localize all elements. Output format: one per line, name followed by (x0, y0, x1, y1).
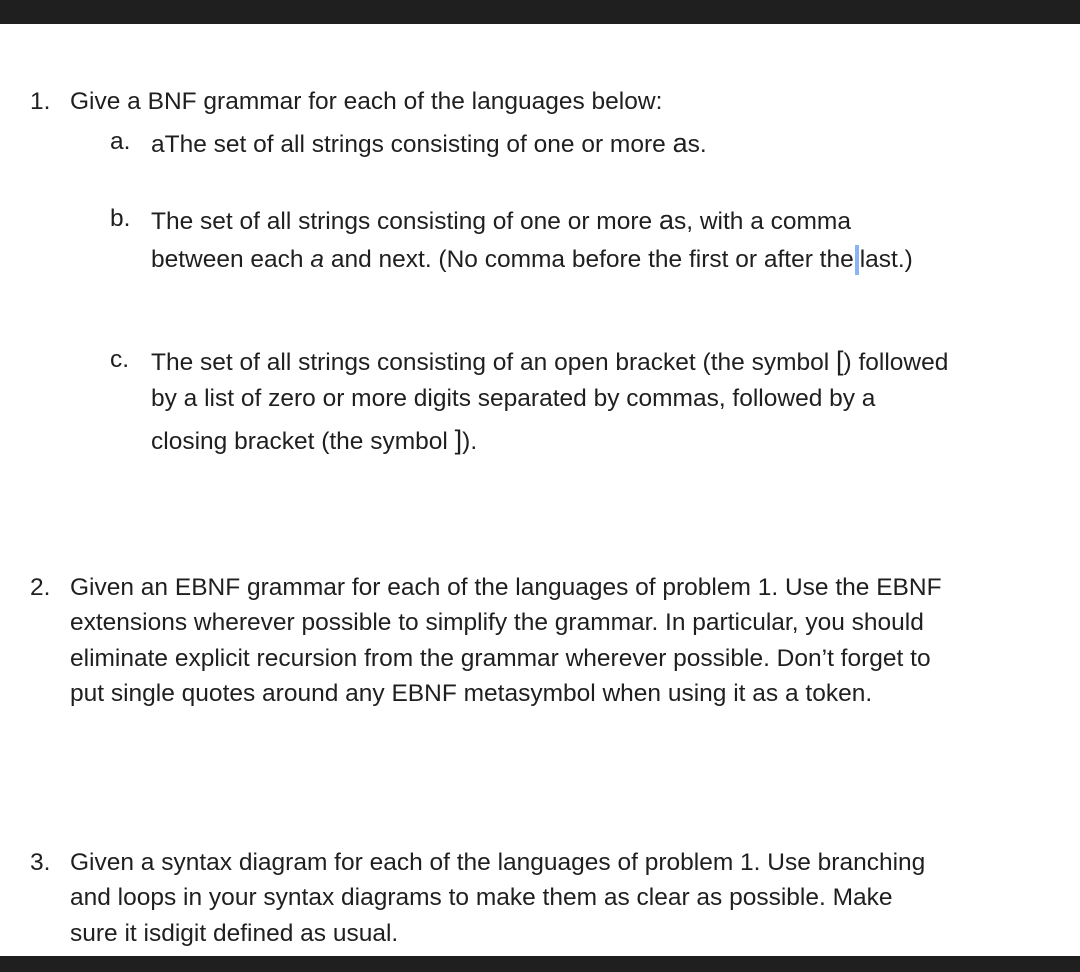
q1b-l2-post: last.) (859, 246, 913, 273)
q1c-l3-symbol: ] (454, 425, 463, 455)
q1a-symbol: a (672, 128, 688, 158)
q1a-label: a. (110, 128, 131, 155)
q1c-l3-post: ). (462, 428, 478, 455)
q1a-text-post: s. (687, 131, 707, 158)
q1a-text-pre: aThe set of all strings consisting of one or more (151, 131, 673, 158)
q1b-l1-post: s, with a comma (673, 208, 851, 235)
q1b-l1-symbol: a (658, 205, 674, 235)
q1c-line-3 (151, 427, 477, 455)
q1b-l2-mid: and next. (No comma before the first or after the (324, 246, 854, 273)
q1b-label: b. (110, 205, 131, 232)
q2-number: 2. (30, 574, 51, 601)
q3-number: 3. (30, 849, 51, 876)
q1b-l1-pre: The set of all strings consisting of one or more (151, 208, 659, 235)
text-cursor (855, 245, 859, 275)
q2-line-3: eliminate explicit recursion from the grammar wherever possible. Don’t forget to (70, 645, 931, 672)
q3-line-1: Given a syntax diagram for each of the languages of problem 1. Use branching (70, 849, 926, 876)
q1b-line-2 (151, 245, 913, 275)
q1-number: 1. (30, 88, 51, 115)
q3-line-3: sure it isdigit defined as usual. (70, 920, 399, 947)
bottom-bar (0, 956, 1080, 972)
q1-text: Give a BNF grammar for each of the languages below: (70, 88, 663, 115)
q1c-l1-symbol: [ (835, 346, 844, 376)
q1c-l3-pre: closing bracket (the symbol (151, 428, 455, 455)
q3-line-2: and loops in your syntax diagrams to make them as clear as possible. Make (70, 884, 893, 911)
q1b-line-1 (151, 207, 851, 235)
q2-line-4: put single quotes around any EBNF metasymbol when using it as a token. (70, 680, 873, 707)
q1c-line-2: by a list of zero or more digits separated by commas, followed by a (151, 385, 876, 412)
q2-line-1: Given an EBNF grammar for each of the languages of problem 1. Use the EBNF (70, 574, 942, 601)
q1c-line-1 (151, 348, 948, 376)
q1c-l1-pre: The set of all strings consisting of an open bracket (the symbol (151, 349, 836, 376)
q1b-l2-pre: between each (151, 246, 311, 273)
q1b-l2-symbol: a (310, 246, 325, 273)
q1c-label: c. (110, 346, 130, 373)
q2-line-2: extensions wherever possible to simplify the grammar. In particular, you should (70, 609, 924, 636)
q1a-text (151, 130, 707, 158)
q1c-l1-post: ) followed (843, 349, 949, 376)
